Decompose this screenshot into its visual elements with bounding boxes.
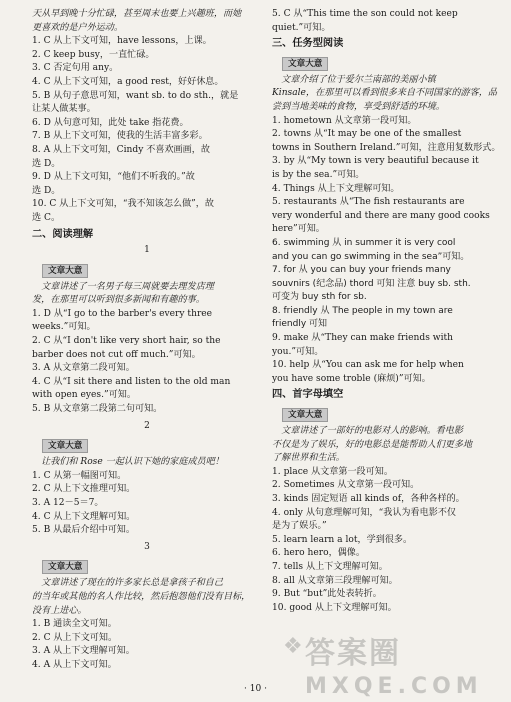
right-line: souvnirs (纪念品) thord 可知 注意 buy sb. sth. (272, 278, 471, 289)
summary-badge: 文章大意 (42, 439, 88, 453)
left-line: 2. C 从上下文可知。 (32, 632, 118, 643)
summary-text: 文章讲述了一部好的电影对人的影响。看电影 (272, 426, 463, 437)
right-line: 1. place 从文章第一段可知。 (272, 466, 393, 477)
left-line: 3. A 12－5＝7。 (32, 498, 104, 508)
left-line: 5. B 从最后介绍中可知。 (32, 525, 135, 536)
right-line: 是为了娱乐。” (272, 521, 327, 532)
right-line: 9. But “but”此处表转折。 (272, 589, 382, 600)
summary-text: 文章讲述了现在的许多家长总是拿孩子和自己 (32, 578, 223, 589)
passage-number: 1 (144, 245, 150, 256)
right-line: here”可知。 (272, 224, 325, 235)
left-line: 5. B 从文章第二段第二句可知。 (32, 404, 163, 415)
right-line: you.”可知。 (272, 346, 324, 357)
summary-badge-row (32, 261, 262, 281)
right-line: 7. for 从 you can buy your friends many (272, 265, 451, 276)
right-line: you have some troble (麻烦)”可知。 (272, 373, 431, 384)
summary-badge: 文章大意 (282, 408, 328, 422)
left-line: 1. B 通读全文可知。 (32, 619, 117, 630)
left-line: 选 D。 (32, 158, 61, 169)
left-line: 4. A 从上下文可知。 (32, 659, 117, 670)
left-column (32, 8, 262, 673)
right-line: 5. C 从“This time the son could not keep (272, 9, 458, 19)
summary-text: 让我们和 Rose 一起认识下她的家庭成员吧！ (32, 457, 224, 468)
right-line: towns in Southern Ireland.”可知，注意用复数形式。 (272, 142, 500, 153)
left-line: 3. A 从上下文理解可知。 (32, 646, 135, 657)
left-line: 让某人做某事。 (32, 104, 96, 115)
summary-badge-row (272, 405, 500, 425)
right-line: and you can go swimming in the sea”可知。 (272, 251, 470, 262)
summary-badge: 文章大意 (42, 264, 88, 278)
left-line: 2. C 从上下文推理可知。 (32, 484, 136, 495)
left-line: 9. D 从上下文可知，“他们不听我的。”故 (32, 172, 195, 183)
summary-text: 文章介绍了位于爱尔兰南部的美丽小镇 (272, 74, 436, 85)
page-number: · 10 · (244, 684, 267, 694)
summary-text: 文章讲述了一名男子每三周就要去理发店理 (32, 281, 214, 292)
left-line: 选 D。 (32, 185, 61, 196)
left-line: 1. C 从上下文可知，have lessons，上课。 (32, 36, 212, 47)
left-line: 1. C 从第一幅图可知。 (32, 470, 127, 481)
passage-number: 2 (144, 420, 150, 431)
watermark (283, 628, 505, 699)
right-column (272, 8, 500, 615)
summary-text: 发，在那里可以听到很多新闻和有趣的事。 (32, 295, 205, 306)
right-line: 3. kinds 固定短语 all kinds of，各种各样的。 (272, 494, 465, 504)
right-line: 6. swimming 从 in summer it is very cool (272, 237, 456, 248)
summary-text: 没有上进心。 (32, 605, 87, 616)
summary-badge-row (32, 436, 262, 456)
left-line: 1. D 从“I go to the barber's every three (32, 308, 213, 319)
left-line: 8. A 从上下文可知，Cindy 不喜欢画画，故 (32, 144, 210, 155)
right-line: friendly 可知 (272, 319, 328, 330)
right-line: 8. all 从文章第三段理解可知。 (272, 575, 398, 586)
left-line: 4. C 从上下文理解可知。 (32, 511, 136, 522)
summary-text: 更喜欢的是户外运动。 (32, 22, 123, 33)
right-line: 4. only 从句意理解可知，“我认为看电影不仅 (272, 507, 456, 518)
left-line: 选 C。 (32, 212, 61, 223)
right-line: 5. learn learn a lot，学到很多。 (272, 534, 413, 545)
right-line: 4. Things 从上下文理解可知。 (272, 183, 400, 194)
summary-badge-row (32, 557, 262, 577)
right-line: very wonderful and there are many good cooks (272, 210, 490, 221)
right-line: 可变为 buy sth for sb. (272, 292, 367, 303)
left-line: 3. C 否定句用 any。 (32, 63, 119, 74)
right-line: 9. make 从“They can make friends with (272, 333, 454, 344)
left-line: 2. C keep busy，一直忙碌。 (32, 49, 155, 60)
left-line: 5. B 从句子意思可知，want sb. to do sth.，就是 (32, 90, 239, 101)
summary-text: 了解世界和生活。 (272, 453, 345, 464)
right-line: 7. tells 从上下文理解可知。 (272, 561, 388, 572)
left-line: 6. D 从句意可知，此处 take 指花费。 (32, 117, 189, 128)
section-heading: 三、任务型阅读 (272, 38, 344, 50)
watermark-url: MXQE.COM (305, 674, 483, 699)
summary-badge: 文章大意 (282, 57, 328, 71)
right-line: 2. towns 从“It may be one of the smallest (272, 129, 462, 140)
summary-text: 天从早到晚十分忙碌，甚至周末也要上兴趣班，而她 (32, 9, 242, 19)
right-line: 8. friendly 从 The people in my town are (272, 305, 453, 316)
left-line: 7. B 从上下文可知，使我的生活丰富多彩。 (32, 131, 208, 142)
right-line: is by the sea.”可知。 (272, 169, 365, 180)
section-heading: 四、首字母填空 (272, 389, 344, 401)
left-line: 3. A 从文章第二段可知。 (32, 363, 135, 374)
left-line: weeks.”可知。 (32, 322, 96, 333)
summary-badge: 文章大意 (42, 560, 88, 574)
summary-badge-row (272, 54, 500, 74)
left-line: 2. C 从“I don't like very short hair, so the (32, 336, 221, 347)
summary-text: 尝到当地美味的食物，享受到舒适的环境。 (272, 101, 445, 112)
section-heading: 二、阅读理解 (32, 228, 94, 240)
left-line: 10. C 从上下文可知，“我不知该怎么做”，故 (32, 199, 214, 210)
left-line: with open eyes.”可知。 (32, 390, 136, 401)
summary-text: Kinsale，在那里可以看到很多来自不同国家的游客，品 (272, 88, 497, 99)
right-line: 2. Sometimes 从文章第一段可知。 (272, 480, 420, 491)
watermark-title: 答案圈 (305, 636, 401, 671)
right-line: 1. hometown 从文章第一段可知。 (272, 115, 417, 126)
right-line: 6. hero hero，偶像。 (272, 548, 365, 559)
right-line: 10. help 从“You can ask me for help when (272, 360, 464, 371)
passage-number: 3 (144, 541, 150, 552)
left-line: 4. C 从“I sit there and listen to the old man (32, 376, 231, 387)
watermark-logo-icon: ❖ (283, 634, 303, 659)
summary-text: 的当年或其他的名人作比较，然后抱怨他们没有目标， (32, 591, 251, 602)
summary-text: 不仅是为了娱乐，好的电影总是能帮助人们更多地 (272, 439, 473, 450)
right-line: 10. good 从上下文理解可知。 (272, 602, 397, 613)
left-line: 4. C 从上下文可知，a good rest，好好休息。 (32, 76, 224, 87)
right-line: quiet.”可知。 (272, 22, 331, 33)
left-line: barber does not cut off much.”可知。 (32, 349, 201, 360)
right-line: 5. restaurants 从“The fish restaurants are (272, 197, 465, 208)
right-line: 3. by 从“My town is very beautiful because it (272, 156, 479, 167)
